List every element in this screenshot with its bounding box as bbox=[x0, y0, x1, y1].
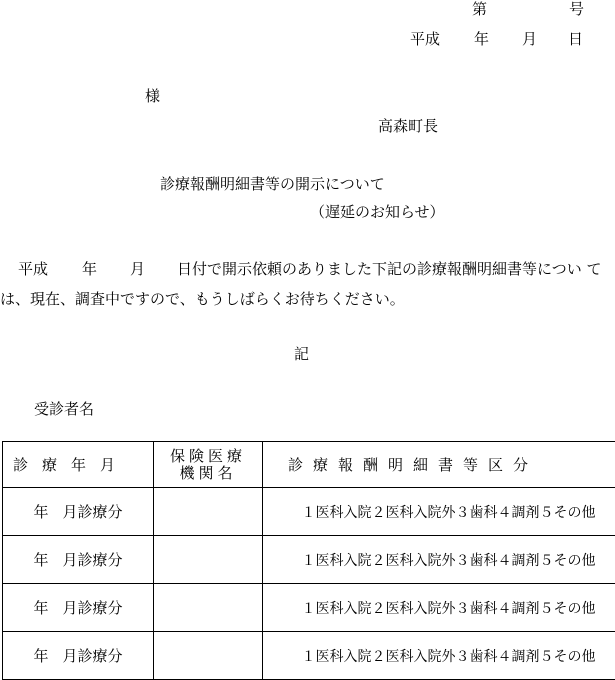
table-row bbox=[3, 536, 615, 584]
patient-name-label: 受診者名 bbox=[34, 400, 94, 418]
body-text-line1: 日付で開示依頼のありました下記の診療報酬明細書等につい て bbox=[177, 260, 601, 278]
treatment-month-cell bbox=[3, 584, 154, 632]
row-month: 月診療分 bbox=[63, 551, 123, 569]
header-institution-line2: 機関名 bbox=[154, 465, 262, 482]
table-row bbox=[3, 632, 615, 680]
disclosure-table bbox=[2, 441, 598, 679]
addressee-honorific: 様 bbox=[145, 87, 160, 105]
body-text-line2: は、現在、調査中ですので、もうしばらくお待ちください。 bbox=[0, 290, 405, 308]
header-institution-line1: 保険医療 bbox=[154, 448, 262, 465]
treatment-month-cell bbox=[3, 536, 154, 584]
category-cell: １医科入院２医科入院外３歯科４調剤５その他 bbox=[263, 632, 615, 680]
category-cell: １医科入院２医科入院外３歯科４調剤５その他 bbox=[263, 488, 615, 536]
table-row bbox=[3, 488, 615, 536]
ki-heading: 記 bbox=[294, 345, 309, 363]
institution-cell bbox=[154, 536, 263, 584]
document-title: 診療報酬明細書等の開示について bbox=[160, 175, 385, 193]
institution-cell bbox=[154, 488, 263, 536]
row-year: 年 bbox=[33, 599, 48, 617]
institution-cell bbox=[154, 632, 263, 680]
treatment-month-cell bbox=[3, 488, 154, 536]
number-go-label: 号 bbox=[569, 0, 584, 18]
header-statement-category: 診療報酬明細書等区分 bbox=[263, 442, 615, 488]
row-month: 月診療分 bbox=[63, 647, 123, 665]
table-row bbox=[3, 584, 615, 632]
body-year: 年 bbox=[82, 260, 97, 278]
date-day-label: 日 bbox=[568, 30, 583, 48]
body-month: 月 bbox=[130, 260, 145, 278]
row-year: 年 bbox=[33, 647, 48, 665]
date-month-label: 月 bbox=[522, 30, 537, 48]
row-year: 年 bbox=[33, 551, 48, 569]
row-month: 月診療分 bbox=[63, 599, 123, 617]
sender-name: 高森町長 bbox=[378, 117, 438, 135]
date-era-label: 平成 bbox=[410, 30, 440, 48]
category-cell: １医科入院２医科入院外３歯科４調剤５その他 bbox=[263, 536, 615, 584]
table-header-row bbox=[3, 442, 615, 488]
treatment-month-cell bbox=[3, 632, 154, 680]
institution-cell bbox=[154, 584, 263, 632]
date-year-label: 年 bbox=[474, 30, 489, 48]
document-subtitle: （遅延のお知らせ） bbox=[310, 203, 445, 221]
header-treatment-month: 診療年月 bbox=[3, 442, 154, 488]
number-dai-label: 第 bbox=[472, 0, 487, 18]
header-institution bbox=[154, 442, 263, 488]
row-month: 月診療分 bbox=[63, 503, 123, 521]
body-era: 平成 bbox=[18, 260, 48, 278]
category-cell: １医科入院２医科入院外３歯科４調剤５その他 bbox=[263, 584, 615, 632]
row-year: 年 bbox=[33, 503, 48, 521]
